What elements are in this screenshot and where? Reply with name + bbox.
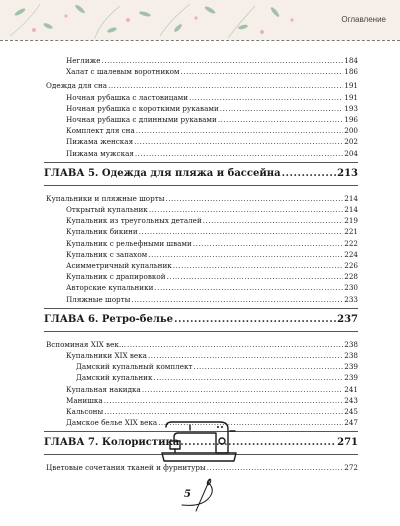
toc-page-number: 272 [344, 463, 358, 473]
leader-dots [173, 261, 344, 270]
toc-entry-title: Ночная рубашка с короткими рукавами [66, 103, 219, 113]
toc-page-number: 230 [344, 283, 358, 293]
toc-chapter-entry[interactable] [44, 168, 358, 179]
toc-entry-title: Цветовые сочетания тканей и фурнитуры [46, 463, 206, 473]
leader-dots [108, 81, 343, 90]
toc-entry[interactable] [76, 373, 358, 382]
running-head: Оглавление [341, 15, 386, 24]
toc-entry[interactable] [66, 115, 358, 124]
toc-page-number: 226 [344, 261, 358, 270]
toc-page-number: 202 [344, 137, 358, 147]
toc-chapter-title: ГЛАВА 7. Колористика [44, 437, 180, 449]
leader-dots [203, 216, 344, 225]
toc-page-number: 200 [344, 126, 358, 136]
toc-entry[interactable] [66, 104, 358, 113]
toc-page-number: 221 [344, 227, 358, 237]
toc-entry-title: Пижама женская [66, 137, 134, 147]
toc-entry[interactable] [66, 261, 358, 270]
toc-page-number: 204 [344, 148, 358, 158]
toc-entry[interactable] [46, 81, 358, 90]
toc-entry-title: Халат с шалевым воротником [66, 67, 180, 77]
toc-entry-title: Купальники XIX века [66, 351, 147, 360]
leader-dots [102, 56, 344, 65]
toc-page-number: 222 [344, 238, 358, 248]
toc-page-number: 239 [344, 362, 358, 372]
toc-entry-title: Ночная рубашка с длинными рукавами [66, 115, 217, 124]
toc-entry[interactable] [66, 283, 358, 292]
stitch-divider [0, 40, 400, 41]
leader-dots [193, 362, 343, 371]
toc-entry-title: Кальсоны [66, 407, 104, 416]
toc-entry-title: Дамский купальник [76, 373, 153, 383]
toc-entry[interactable] [66, 205, 358, 214]
leader-dots [220, 104, 344, 113]
toc-entry[interactable] [46, 340, 358, 349]
toc-entry-title: Купальник с запахом [66, 249, 148, 259]
toc-entry-title: Дамский купальный комплект [76, 362, 193, 372]
leader-dots [131, 295, 343, 304]
leader-dots [135, 149, 343, 158]
chapter-rule [44, 185, 358, 186]
toc-entry[interactable] [66, 407, 358, 416]
toc-page-number: 191 [344, 92, 358, 102]
leader-dots [181, 67, 344, 76]
leader-dots [174, 314, 336, 325]
toc-entry-title: Комплект для сна [66, 126, 135, 136]
chapter-rule [44, 162, 358, 163]
leader-dots [148, 250, 343, 259]
toc-entry[interactable] [66, 67, 358, 76]
toc-entry[interactable] [46, 194, 358, 203]
toc-entry[interactable] [66, 351, 358, 360]
toc-page-number: 245 [344, 407, 358, 416]
leader-dots [149, 205, 343, 214]
toc-entry-title: Ночная рубашка с ластовицами [66, 92, 189, 102]
toc-page-number: 214 [344, 193, 358, 203]
toc-page-number: 224 [344, 249, 358, 259]
leader-dots [139, 227, 344, 236]
toc-entry-title: Открытый купальник [66, 205, 148, 214]
toc-entry[interactable] [66, 216, 358, 225]
toc-entry[interactable] [66, 137, 358, 146]
toc-chapter-title: ГЛАВА 6. Ретро-белье [44, 313, 174, 325]
toc-page-number: 193 [344, 103, 358, 113]
leader-dots [153, 373, 343, 382]
toc-entry[interactable] [66, 126, 358, 135]
toc-entry[interactable] [66, 93, 358, 102]
toc-entry-title: Купальники и пляжные шорты [46, 193, 165, 203]
toc-page-number: 247 [344, 418, 358, 428]
leader-dots [104, 396, 344, 405]
toc-entry[interactable] [66, 239, 358, 248]
toc-page-number: 228 [344, 272, 358, 282]
toc-page-number: 184 [344, 56, 358, 65]
toc-entry-title: Дамское белье XIX века [66, 418, 158, 428]
toc-page-number: 241 [344, 384, 358, 394]
toc-page-number: 213 [337, 167, 358, 179]
toc-entry-title: Купальник с рельефными швами [66, 238, 192, 248]
leader-dots [167, 272, 344, 281]
toc-entry-title: Асимметричный купальник [66, 261, 172, 270]
leader-dots [193, 239, 343, 248]
toc-entry-title: Купальная накидка [66, 384, 141, 394]
leader-dots [165, 194, 343, 203]
toc-entry[interactable] [66, 385, 358, 394]
leader-dots [142, 385, 343, 394]
toc-entry[interactable] [66, 227, 358, 236]
toc-chapter-entry[interactable] [44, 314, 358, 325]
toc-entry-title: Пляжные шорты [66, 294, 131, 304]
sewing-machine-icon [160, 419, 238, 465]
toc-entry-title: Авторские купальники [66, 283, 154, 293]
toc-entry-title: Неглиже [66, 56, 101, 65]
leader-dots [136, 126, 344, 135]
toc-page-number: 219 [344, 216, 358, 226]
toc-entry[interactable] [66, 295, 358, 304]
toc-page-number: 237 [337, 313, 358, 325]
leader-dots [134, 137, 343, 146]
leader-dots [104, 407, 343, 416]
toc-entry[interactable] [66, 250, 358, 259]
toc-chapter-title: ГЛАВА 5. Одежда для пляжа и бассейна [44, 167, 281, 179]
floral-pattern-icon [0, 0, 400, 40]
leader-dots [218, 115, 343, 124]
toc-entry-title: Купальник бикини [66, 227, 138, 237]
toc-entry[interactable] [76, 362, 358, 371]
toc-page-number: 186 [344, 67, 358, 77]
decorative-header [0, 0, 400, 40]
leader-dots [282, 168, 337, 179]
toc-entry[interactable] [66, 56, 358, 65]
toc-entry[interactable] [66, 149, 358, 158]
toc-entry[interactable] [66, 396, 358, 405]
toc-entry-title: Пижама мужская [66, 148, 134, 158]
leader-dots [127, 340, 343, 349]
toc-page-number: 196 [344, 115, 358, 124]
toc-entry-title: Купальник с драпировкой [66, 272, 166, 282]
toc-page-number: 233 [344, 294, 358, 304]
toc-entry-title: Одежда для сна [46, 81, 108, 91]
chapter-rule [44, 331, 358, 332]
chapter-rule [44, 308, 358, 309]
toc-page-number: 239 [344, 373, 358, 383]
leader-dots [189, 93, 343, 102]
toc-page-number: 271 [337, 437, 358, 449]
toc-entry-title: Манишка [66, 395, 103, 405]
toc-page-number: 243 [344, 395, 358, 405]
page-number: 5 [184, 489, 191, 500]
leader-dots [148, 351, 343, 360]
toc-entry-title: Вспоминая XIX век… [46, 339, 127, 349]
toc-page-number: 238 [344, 351, 358, 360]
toc-page-number: 191 [344, 81, 358, 91]
toc-page-number: 238 [344, 339, 358, 349]
toc-entry-title: Купальник из треугольных деталей [66, 216, 202, 226]
toc-entry[interactable] [66, 272, 358, 281]
leader-dots [154, 283, 343, 292]
toc-page-number: 214 [344, 205, 358, 214]
